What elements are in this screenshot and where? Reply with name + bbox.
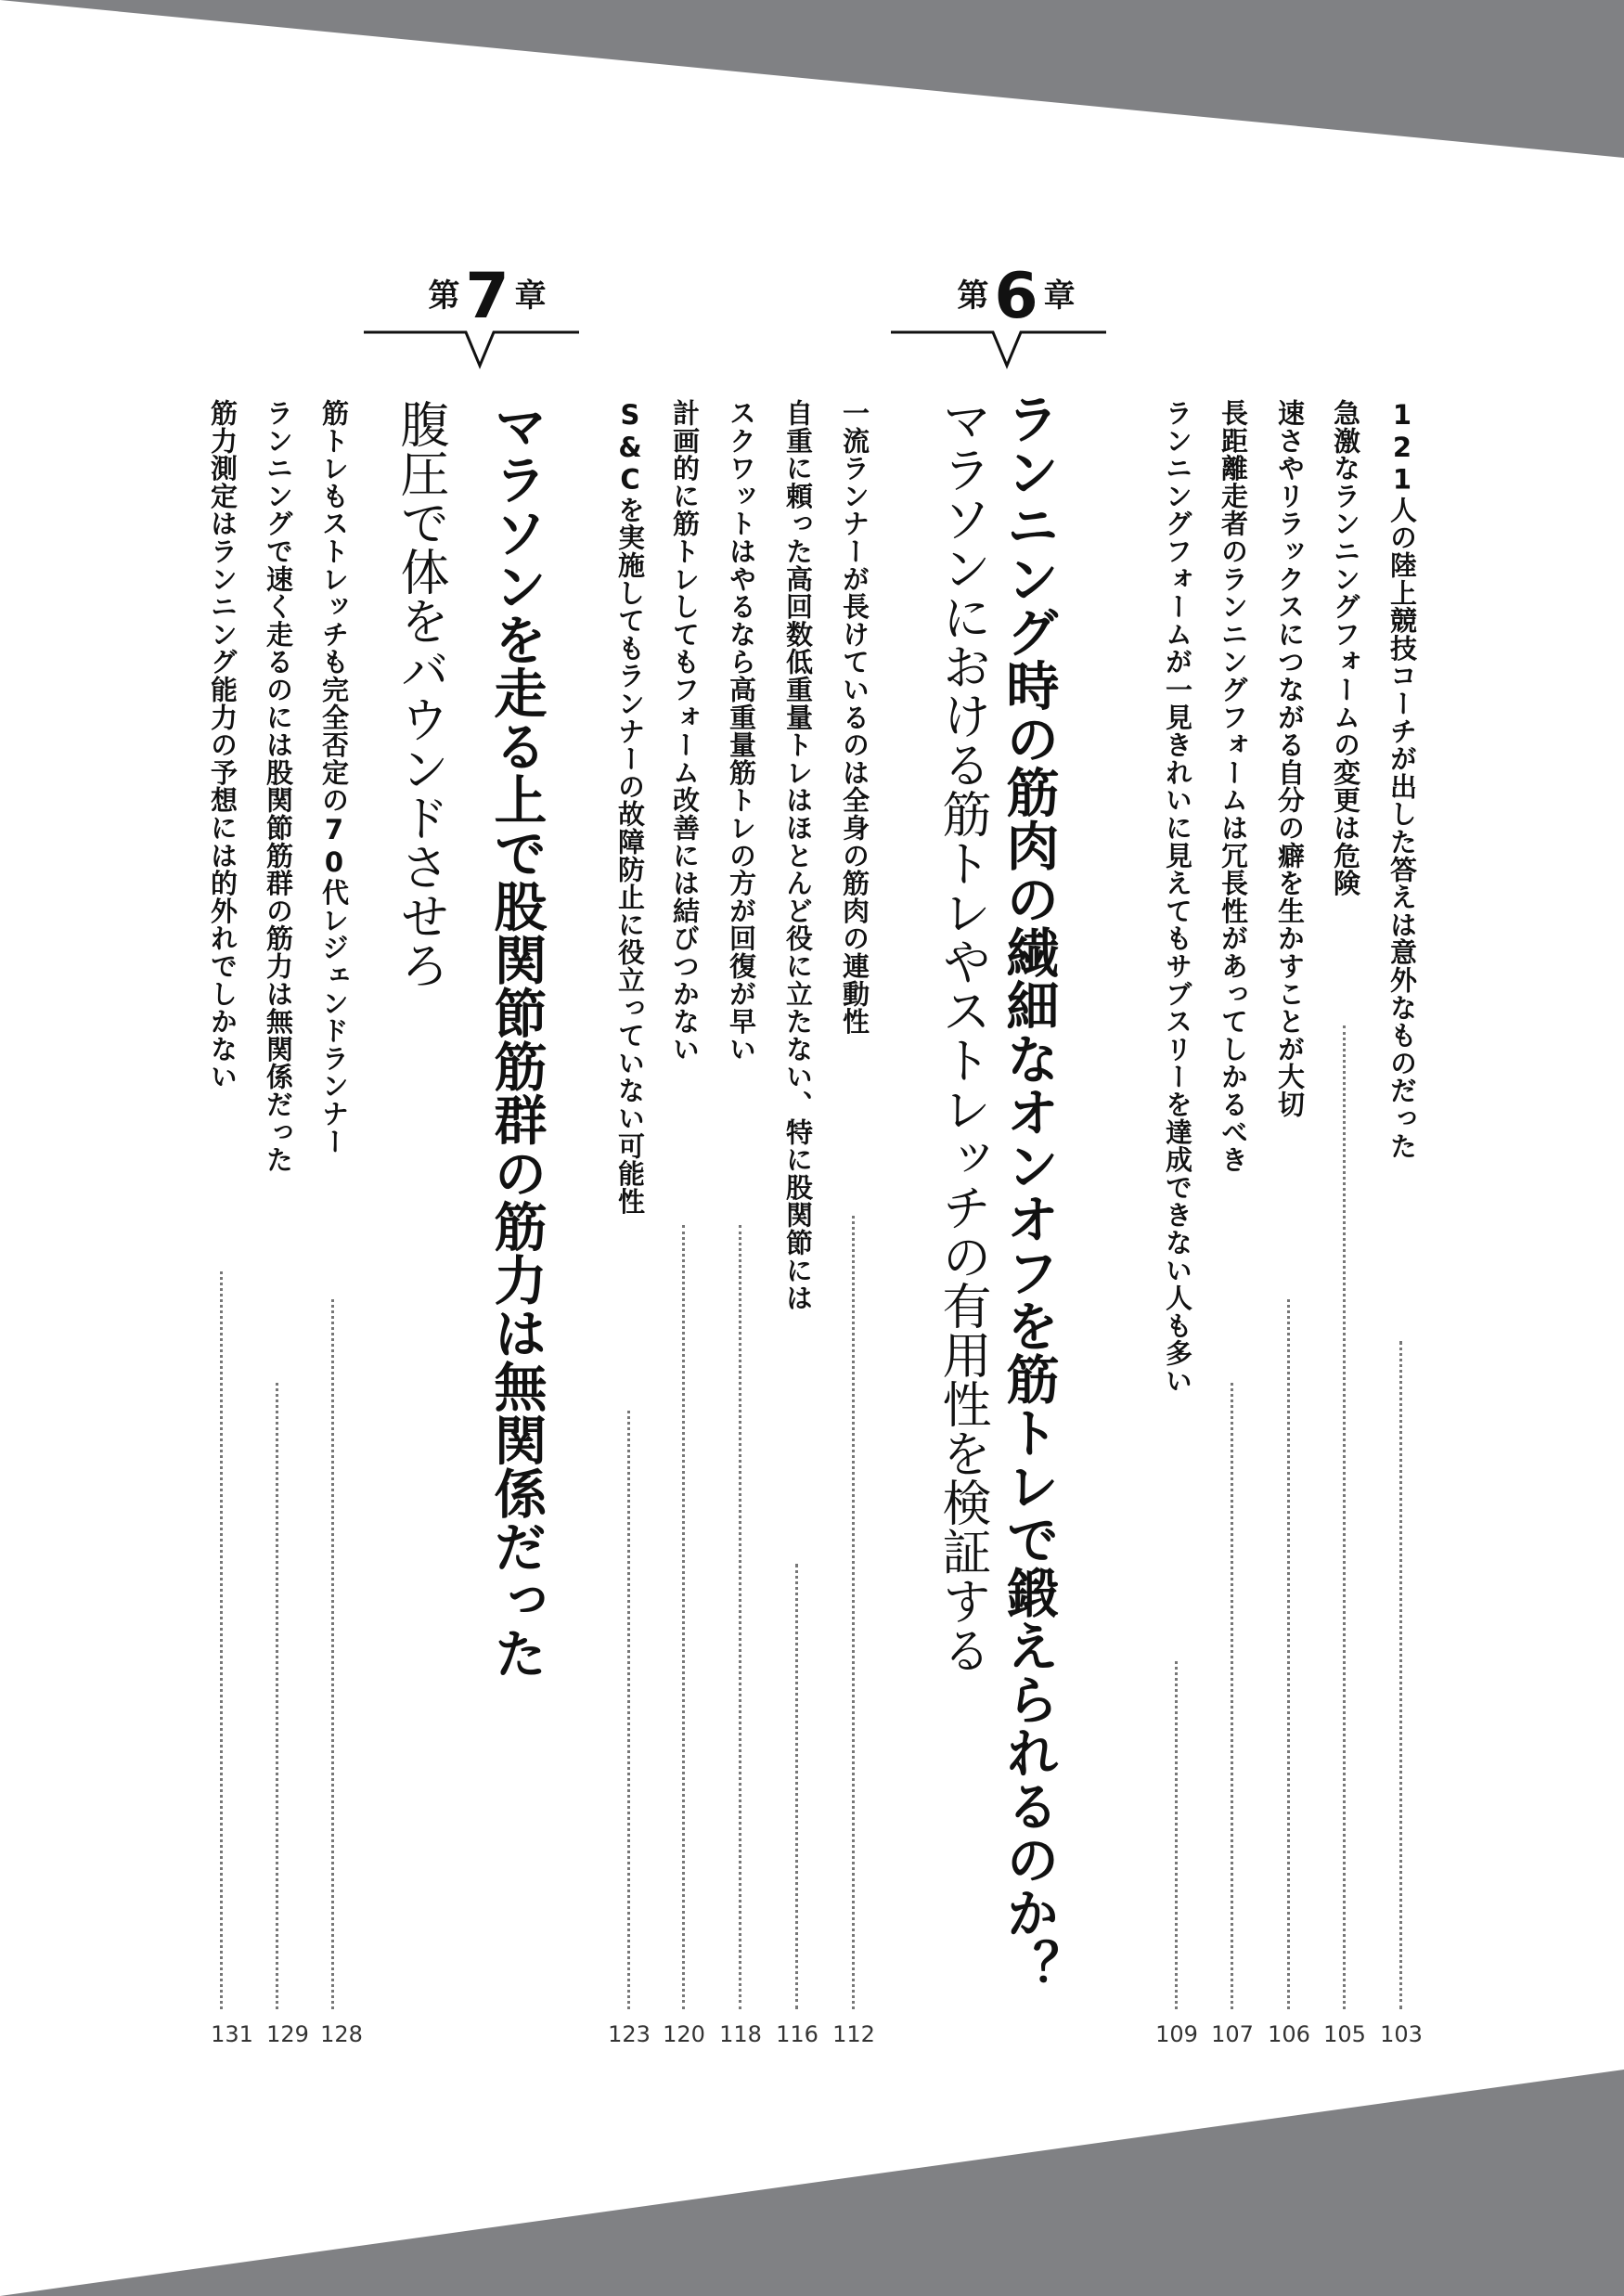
chapter7-heading <box>399 260 575 333</box>
bottom-gray-band <box>0 2070 1624 2296</box>
chapter7-label-suffix: 章 <box>514 277 547 315</box>
page-number: 103 <box>1380 2021 1423 2047</box>
toc-entry[interactable]: 長距離走者のランニングフォームは冗長性があってしかるべき <box>1218 399 1249 1174</box>
leader-dots <box>1287 1299 1290 2009</box>
leader-dots <box>331 1299 334 2009</box>
leader-dots <box>220 1271 223 2009</box>
chapter6-subtitle: マラソンにおける筋トレやストレッチの有用性を検証する <box>934 395 991 1674</box>
toc-entry[interactable]: S&Cを実施してもランナーの故障防止に役立っていない可能性 <box>614 399 646 1216</box>
top-gray-band <box>0 0 1624 186</box>
toc-entry[interactable]: 筋トレもストレッチも完全否定の70代レジェンドランナー <box>318 399 350 1155</box>
toc-entry[interactable]: 自重に頼った高回数低重量トレはほとんど役に立たない、特に股関節には <box>782 399 814 1312</box>
page-number: 107 <box>1211 2021 1254 2047</box>
chapter6-divider <box>891 327 1106 371</box>
leader-dots <box>1231 1383 1233 2009</box>
chapter6-label-prefix: 第 <box>957 277 989 315</box>
page-number: 116 <box>776 2021 818 2047</box>
toc-entry[interactable]: 筋力測定はランニング能力の予想には的外れでしかない <box>207 399 238 1090</box>
toc-entry[interactable]: 計画的に筋トレしてもフォーム改善には結びつかない <box>669 399 701 1064</box>
chapter7-number: 7 <box>465 260 509 333</box>
page-number: 123 <box>608 2021 651 2047</box>
page-number: 128 <box>320 2021 363 2047</box>
toc-entry[interactable]: 速さやリラックスにつながる自分の癖を生かすことが大切 <box>1274 399 1306 1118</box>
toc-entry[interactable]: 急激なランニングフォームの変更は危険 <box>1330 399 1361 897</box>
chapter7-label-prefix: 第 <box>428 277 460 315</box>
page-number: 131 <box>211 2021 253 2047</box>
toc-entry[interactable]: 一流ランナーが長けているのは全身の筋肉の連動性 <box>839 399 870 1036</box>
page-number: 109 <box>1155 2021 1198 2047</box>
leader-dots <box>1343 1025 1346 2009</box>
chapter7-divider <box>364 327 579 371</box>
leader-dots <box>852 1216 855 2009</box>
chapter6-number: 6 <box>994 260 1038 333</box>
leader-dots <box>627 1411 630 2009</box>
leader-dots <box>739 1225 741 2009</box>
chapter7-title: マラソンを走る上で股関節筋群の筋力は無関係だった <box>485 399 547 1680</box>
leader-dots <box>1175 1661 1178 2009</box>
chapter7-subtitle: 腹圧で体をバウンドさせろ <box>393 399 449 989</box>
page-number: 112 <box>832 2021 875 2047</box>
chapter6-title: ランニング時の筋肉の繊細なオンオフを筋トレで鍛えられるのか？ <box>998 392 1059 1993</box>
leader-dots <box>1399 1341 1402 2009</box>
page-number: 105 <box>1323 2021 1366 2047</box>
toc-entry[interactable]: ランニングで速く走るのには股関節筋群の筋力は無関係だった <box>263 399 294 1174</box>
leader-dots <box>795 1564 798 2009</box>
page-number: 118 <box>719 2021 762 2047</box>
leader-dots <box>276 1383 278 2009</box>
page-number: 129 <box>266 2021 309 2047</box>
leader-dots <box>682 1225 685 2009</box>
toc-entry[interactable]: スクワットはやるなら高重量筋トレの方が回復が早い <box>726 399 757 1064</box>
chapter6-label-suffix: 章 <box>1043 277 1076 315</box>
page-number: 106 <box>1268 2021 1310 2047</box>
toc-entry[interactable]: ランニングフォームが一見きれいに見えてもサブスリーを達成できない人も多い <box>1162 399 1193 1395</box>
toc-entry[interactable]: 121人の陸上競技コーチが出した答えは意外なものだった <box>1386 399 1418 1160</box>
page-number: 120 <box>663 2021 705 2047</box>
chapter6-heading <box>928 260 1104 333</box>
